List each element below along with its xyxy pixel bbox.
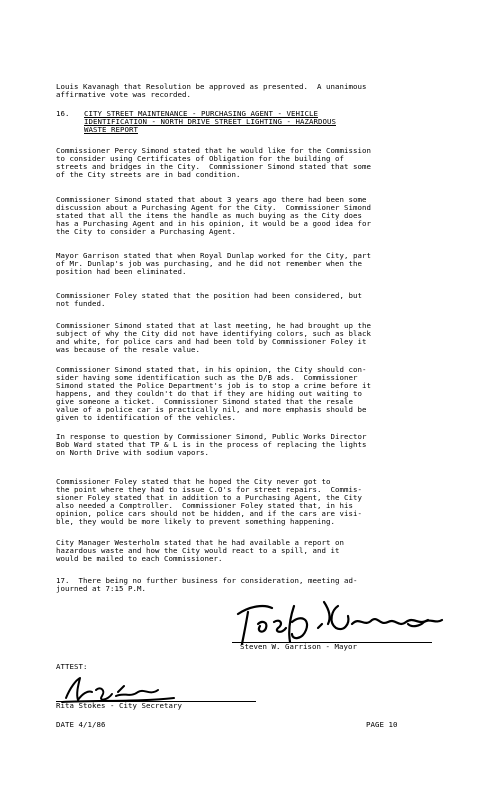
para-9-line-2: hazardous waste and how the City would react to a spill, and it bbox=[56, 546, 340, 555]
mayor-name-line: Steven W. Garrison - Mayor bbox=[240, 642, 357, 651]
para-6-line-3: Simond stated the Police Department's job is to stop a crime before it bbox=[56, 381, 371, 390]
item-16-heading-1: CITY STREET MAINTENANCE - PURCHASING AGENT - VEHICLE bbox=[84, 109, 318, 118]
para-2-line-1: Commissioner Simond stated that about 3 years ago there had been some bbox=[56, 195, 367, 204]
para-2-line-5: the City to consider a Purchasing Agent. bbox=[56, 227, 236, 236]
para-5-line-1: Commissioner Simond stated that at last meeting, he had brought up the bbox=[56, 321, 371, 330]
para-3-line-3: position had been eliminated. bbox=[56, 267, 187, 276]
para-8-line-3: sioner Foley stated that in addition to a Purchasing Agent, the City bbox=[56, 493, 362, 502]
para-6-line-7: given to identification of the vehicles. bbox=[56, 413, 236, 422]
para-8-line-4: also needed a Comptroller. Commissioner Foley stated that, in his bbox=[56, 501, 353, 510]
para-3-line-1: Mayor Garrison stated that when Royal Dunlap worked for the City, part bbox=[56, 251, 371, 260]
para-2-line-4: has a Purchasing Agent and in his opinion, it would be a good idea for bbox=[56, 219, 371, 228]
item-17-line-1: 17. There being no further business for consideration, meeting ad- bbox=[56, 576, 358, 585]
para-5-line-4: was because of the resale value. bbox=[56, 345, 200, 354]
para-5-line-3: and white, for police cars and had been told by Commissioner Foley it bbox=[56, 337, 367, 346]
intro-line-1: Louis Kavanagh that Resolution be approved as presented. A unanimous bbox=[56, 82, 367, 91]
para-1-line-3: streets and bridges in the City. Commissioner Simond stated that some bbox=[56, 162, 371, 171]
para-6-line-6: value of a police car is practically nil, and more emphasis should be bbox=[56, 405, 367, 414]
para-8-line-1: Commissioner Foley stated that he hoped the City never got to bbox=[56, 477, 331, 486]
para-2-line-2: discussion about a Purchasing Agent for the City. Commissioner Simond bbox=[56, 203, 371, 212]
para-7-line-2: Bob Ward stated that TP & L is in the process of replacing the lights bbox=[56, 440, 367, 449]
para-1-line-4: of the City streets are in bad condition. bbox=[56, 170, 241, 179]
para-1-line-1: Commissioner Percy Simond stated that he would like for the Commission bbox=[56, 146, 371, 155]
item-16-heading-3: WASTE REPORT bbox=[84, 125, 138, 134]
para-5-line-2: subject of why the City did not have identifying colors, such as black bbox=[56, 329, 371, 338]
para-8-line-6: ble, they would be more likely to prevent something happening. bbox=[56, 517, 335, 526]
para-9-line-3: would be mailed to each Commissioner. bbox=[56, 554, 223, 563]
para-6-line-2: sider having some identification such as the D/B ads. Commissioner bbox=[56, 373, 358, 382]
item-17-line-2: journed at 7:15 P.M. bbox=[56, 584, 146, 593]
footer-page: PAGE 10 bbox=[366, 720, 398, 729]
footer-date: DATE 4/1/86 bbox=[56, 720, 106, 729]
para-6-line-1: Commissioner Simond stated that, in his opinion, the City should con- bbox=[56, 365, 367, 374]
para-7-line-1: In response to question by Commissioner Simond, Public Works Director bbox=[56, 432, 367, 441]
para-6-line-4: happens, and they couldn't do that if they are hiding out waiting to bbox=[56, 389, 362, 398]
item-16-number: 16. bbox=[56, 109, 70, 118]
intro-line-2: affirmative vote was recorded. bbox=[56, 90, 191, 99]
para-8-line-5: opinion, police cars should not be hidden, and if the cars are visi- bbox=[56, 509, 362, 518]
secretary-name-line: Rita Stokes - City Secretary bbox=[56, 701, 182, 710]
para-1-line-2: to consider using Certificates of Obligation for the building of bbox=[56, 154, 344, 163]
para-4-line-1: Commissioner Foley stated that the position had been considered, but bbox=[56, 291, 362, 300]
para-4-line-2: not funded. bbox=[56, 299, 106, 308]
attest-label: ATTEST: bbox=[56, 662, 88, 671]
para-9-line-1: City Manager Westerholm stated that he had available a report on bbox=[56, 538, 344, 547]
para-8-line-2: the point where they had to issue C.O's for street repairs. Commis- bbox=[56, 485, 362, 494]
para-6-line-5: give someone a ticket. Commissioner Simond stated that the resale bbox=[56, 397, 353, 406]
para-7-line-3: on North Drive with sodium vapors. bbox=[56, 448, 209, 457]
para-2-line-3: stated that all the items the handle as much buying as the City does bbox=[56, 211, 362, 220]
para-3-line-2: of Mr. Dunlap's job was purchasing, and he did not remember when the bbox=[56, 259, 362, 268]
item-16-heading-2: IDENTIFICATION - NORTH DRIVE STREET LIGHTING - HAZARDOUS bbox=[84, 117, 336, 126]
